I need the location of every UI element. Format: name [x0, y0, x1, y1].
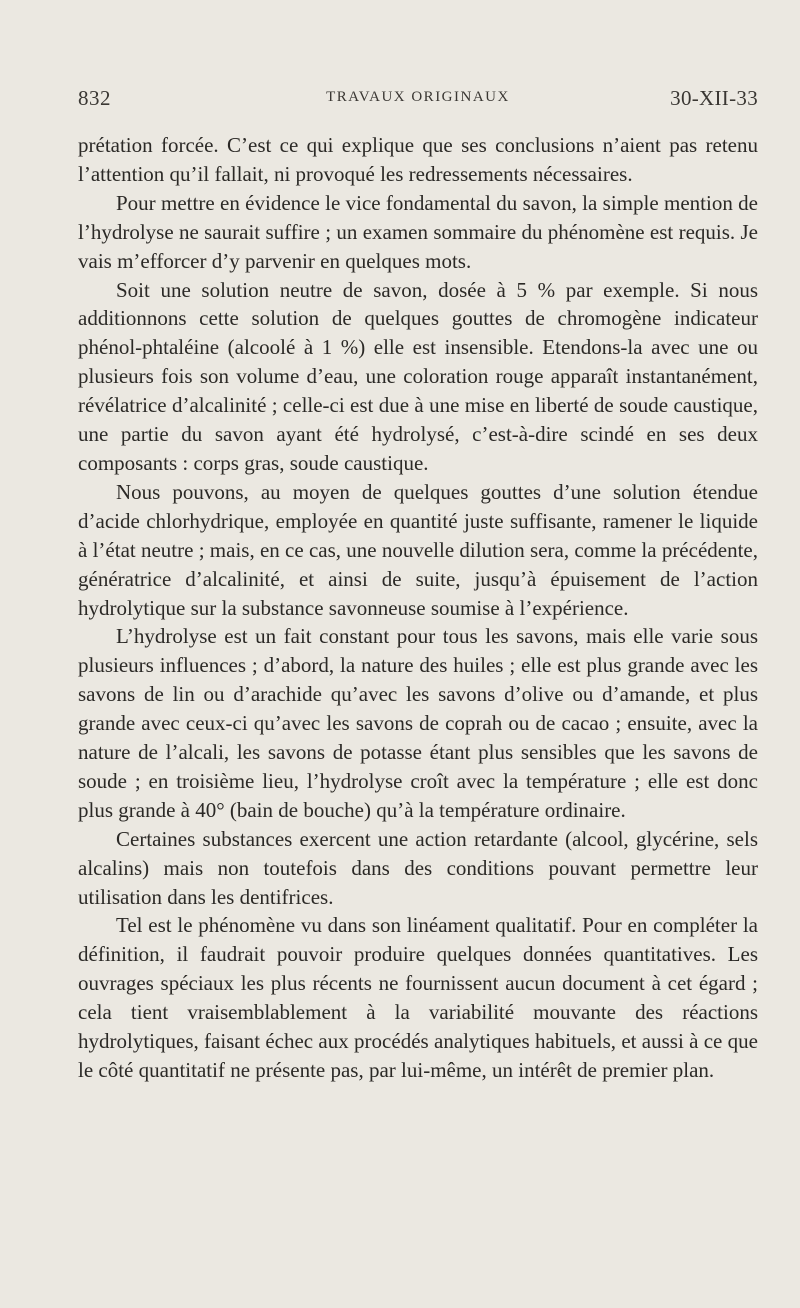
- paragraph-4: Nous pouvons, au moyen de quelques gouttes d’une solution étendue d’acide chlorhydrique, employée en quantité juste suffisante, ramener le liquide à l’état neutre ; mais, en ce cas, une nouvelle dilution sera, comme la précédente, génératrice d’alcalinité, et ainsi de suite, jusqu’à épuisement de l’action hydrolytique sur la substance savonneuse soumise à l’expérience.: [78, 479, 758, 620]
- page-number: 832: [78, 86, 111, 110]
- body-text: [78, 131, 758, 1085]
- paragraph-1: prétation forcée. C’est ce qui explique que ses conclusions n’aient pas retenu l’attention qu’il fallait, ni provoqué les redressements nécessaires.: [78, 133, 758, 186]
- paragraph-2: Pour mettre en évidence le vice fondamental du savon, la simple mention de l’hydrolyse ne saurait suffire ; un examen sommaire du phénomène est requis. Je vais m’efforcer d’y parvenir en quelques mots.: [78, 190, 758, 273]
- issue-date: 30-XII-33: [670, 86, 758, 110]
- paragraph-7: Tel est le phénomène vu dans son linéament qualitatif. Pour en compléter la définition, il faudrait pouvoir produire quelques données quantitatives. Les ouvrages spéciaux les plus récents ne fournissent aucun document à cet égard ; cela tient vraisemblablement à la variabilité mouvante des réactions hydrolytiques, faisant échec aux procédés analytiques habituels, et aussi à ce que le côté quantitatif ne présente pas, par lui-même, un intérêt de premier plan.: [78, 913, 758, 1082]
- paragraph-3: Soit une solution neutre de savon, dosée à 5 % par exemple. Si nous additionnons cette solution de quelques gouttes de chromogène indicateur phénol-phtaléine (alcoolé à 1 %) elle est insensible. Etendons-la avec une ou plusieurs fois son volume d’eau, une coloration rouge apparaît instantanément, révélatrice d’alcalinité ; celle-ci est due à une mise en liberté de soude caustique, une partie du savon ayant été hydrolysé, c’est-à-dire scindé en ses deux composants : corps gras, soude caustique.: [78, 277, 758, 475]
- running-header: [78, 86, 758, 116]
- paragraph-5: L’hydrolyse est un fait constant pour tous les savons, mais elle varie sous plusieurs influences ; d’abord, la nature des huiles ; elle est plus grande avec les savons de lin ou d’arachide qu’avec les savons d’olive ou d’amande, et plus grande avec ceux-ci qu’avec les savons de coprah ou de cacao ; ensuite, avec la nature de l’alcali, les savons de potasse étant plus sensibles que les savons de soude ; en troisième lieu, l’hydrolyse croît avec la température ; elle est donc plus grande à 40° (bain de bouche) qu’à la température ordinaire.: [78, 624, 758, 822]
- paragraph-6: Certaines substances exercent une action retardante (alcool, glycérine, sels alcalins) mais non toutefois dans des conditions pouvant permettre leur utilisation dans les dentifrices.: [78, 826, 758, 909]
- running-title: TRAVAUX ORIGINAUX: [326, 89, 510, 105]
